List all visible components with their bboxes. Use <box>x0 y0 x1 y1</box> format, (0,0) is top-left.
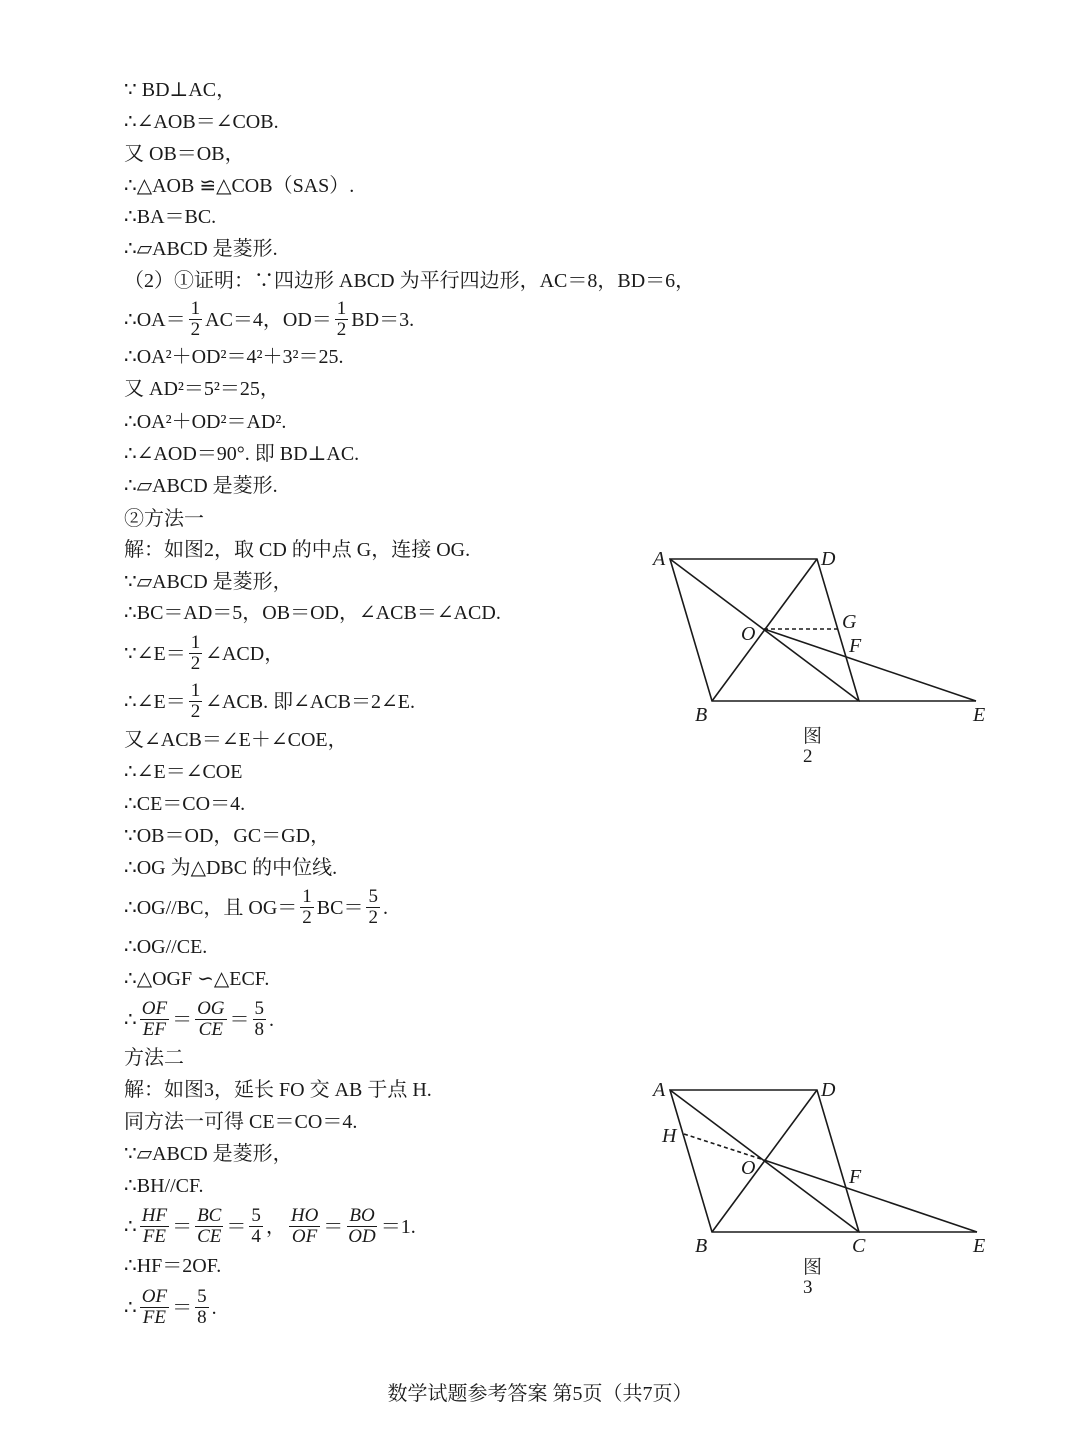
denominator: 2 <box>368 907 378 928</box>
page-footer: 数学试题参考答案 第5页（共7页） <box>387 1383 693 1405</box>
method-two-heading: 方法二 <box>124 1047 184 1069</box>
text-segment: ＝ <box>172 1215 193 1238</box>
label-o: O <box>741 623 756 645</box>
proof-line: ∴OG//CE. <box>124 936 208 958</box>
text-segment: ∵∠E＝ <box>124 642 186 665</box>
proof-line: ∴BH//CF. <box>124 1175 204 1197</box>
numerator: 1 <box>190 680 201 701</box>
denominator: EF <box>142 1019 166 1040</box>
text-segment: ∴∠E＝ <box>124 690 186 713</box>
proof-line: 又∠ACB＝∠E＋∠COE， <box>124 729 348 751</box>
numerator: 5 <box>368 886 378 907</box>
denominator: CE <box>197 1226 222 1247</box>
figure-2-caption: 图2 <box>803 726 823 767</box>
denominator: FE <box>142 1307 166 1328</box>
proof-line: ∵▱ABCD 是菱形， <box>124 1143 293 1165</box>
figure-3-caption: 图3 <box>803 1257 823 1298</box>
proof-line: ∴∠AOD＝90°. 即 BD⊥AC. <box>124 443 360 465</box>
text-segment: ∴ <box>124 1296 137 1319</box>
method-one-heading: ②方法一 <box>124 508 204 530</box>
numerator: HF <box>141 1205 168 1226</box>
denominator: 2 <box>336 319 347 340</box>
numerator: OF <box>141 1286 168 1307</box>
numerator: 1 <box>336 298 347 319</box>
text-segment: AC＝4，OD＝ <box>205 308 332 331</box>
numerator: 5 <box>251 1205 261 1226</box>
label-e: E <box>973 1235 986 1257</box>
proof-line: ∴∠E＝∠COE <box>124 761 243 783</box>
text-segment: . <box>211 1296 217 1319</box>
denominator: 8 <box>197 1307 207 1328</box>
proof-line: ∴BC＝AD＝5，OB＝OD，∠ACB＝∠ACD. <box>124 602 501 624</box>
text-segment: ＝ <box>172 1008 193 1031</box>
label-b: B <box>695 1235 708 1257</box>
text-segment: ∠ACB. 即∠ACB＝2∠E. <box>205 690 415 713</box>
label-g: G <box>842 611 857 633</box>
proof-line: ∵OB＝OD，GC＝GD， <box>124 825 331 847</box>
numerator: BC <box>197 1205 222 1226</box>
label-c: C <box>852 1235 866 1257</box>
denominator: 2 <box>190 653 201 674</box>
proof-line: ∴CE＝CO＝4. <box>124 793 246 815</box>
proof-line: ∴OA²＋OD²＝AD². <box>124 411 287 433</box>
denominator: OF <box>291 1226 318 1247</box>
numerator: 1 <box>302 886 312 907</box>
text-segment: ∴ <box>124 1008 137 1031</box>
denominator: 2 <box>190 701 201 722</box>
proof-line: ∴HF＝2OF. <box>124 1255 222 1277</box>
text-segment: . <box>382 896 388 919</box>
text-segment: ＝1. <box>380 1215 416 1238</box>
denominator: CE <box>198 1019 223 1040</box>
text-segment: ∴OG//BC，且 OG＝ <box>124 896 298 919</box>
proof-line: ∵▱ABCD 是菱形， <box>124 571 293 593</box>
proof-line: ∴△AOB ≌△COB（SAS）. <box>124 175 355 197</box>
denominator: 4 <box>251 1226 261 1247</box>
proof-line: ∴BA＝BC. <box>124 206 217 228</box>
numerator: HO <box>290 1205 319 1226</box>
denominator: OD <box>348 1226 376 1247</box>
numerator: BO <box>349 1205 375 1226</box>
text-segment: ＝ <box>172 1296 193 1319</box>
text-segment: BC＝ <box>316 896 364 919</box>
numerator: OF <box>141 998 168 1019</box>
numerator: 5 <box>197 1286 207 1307</box>
label-e: E <box>973 704 986 726</box>
proof-line: ∵ BD⊥AC， <box>124 79 237 101</box>
proof-line: ∴∠AOB＝∠COB. <box>124 111 279 133</box>
proof-line: 又 AD²＝5²＝25， <box>124 378 280 400</box>
proof-line: ∴△OGF ∽△ECF. <box>124 968 270 990</box>
label-d: D <box>821 1079 836 1101</box>
proof-line: （2）①证明：∵四边形 ABCD 为平行四边形，AC＝8，BD＝6， <box>124 270 696 292</box>
text-segment: ＝ <box>226 1215 247 1238</box>
denominator: 2 <box>302 907 312 928</box>
numerator: OG <box>197 998 225 1019</box>
proof-line: 又 OB＝OB， <box>124 143 245 165</box>
label-b: B <box>695 704 708 726</box>
label-f: F <box>849 1166 862 1188</box>
proof-line: 同方法一可得 CE＝CO＝4. <box>124 1111 358 1133</box>
proof-line: ∴▱ABCD 是菱形. <box>124 238 278 260</box>
text-segment: ∴OA＝ <box>124 308 186 331</box>
label-d: D <box>821 548 836 570</box>
denominator: 2 <box>190 319 201 340</box>
label-o: O <box>741 1157 756 1179</box>
text-segment: BD＝3. <box>351 308 415 331</box>
proof-line: ∴OA²＋OD²＝4²＋3²＝25. <box>124 346 344 368</box>
numerator: 5 <box>254 998 265 1019</box>
proof-line: 解：如图2，取 CD 的中点 G，连接 OG. <box>124 539 471 561</box>
proof-line: ∴OG 为△DBC 的中位线. <box>124 857 338 879</box>
numerator: 1 <box>190 298 201 319</box>
numerator: 1 <box>190 632 201 653</box>
text-segment: ＝ <box>323 1215 344 1238</box>
text-segment: ∠ACD， <box>205 642 285 665</box>
text-segment: . <box>269 1008 275 1031</box>
text-segment: ∴ <box>124 1215 137 1238</box>
proof-line: 解：如图3，延长 FO 交 AB 于点 H. <box>124 1079 432 1101</box>
text-segment: ＝ <box>229 1008 250 1031</box>
denominator: 8 <box>254 1019 265 1040</box>
label-f: F <box>849 635 862 657</box>
label-a: A <box>653 1079 666 1101</box>
label-h: H <box>662 1125 677 1147</box>
text-segment: ， <box>265 1215 286 1238</box>
label-a: A <box>653 548 666 570</box>
proof-line: ∴▱ABCD 是菱形. <box>124 475 278 497</box>
denominator: FE <box>142 1226 166 1247</box>
